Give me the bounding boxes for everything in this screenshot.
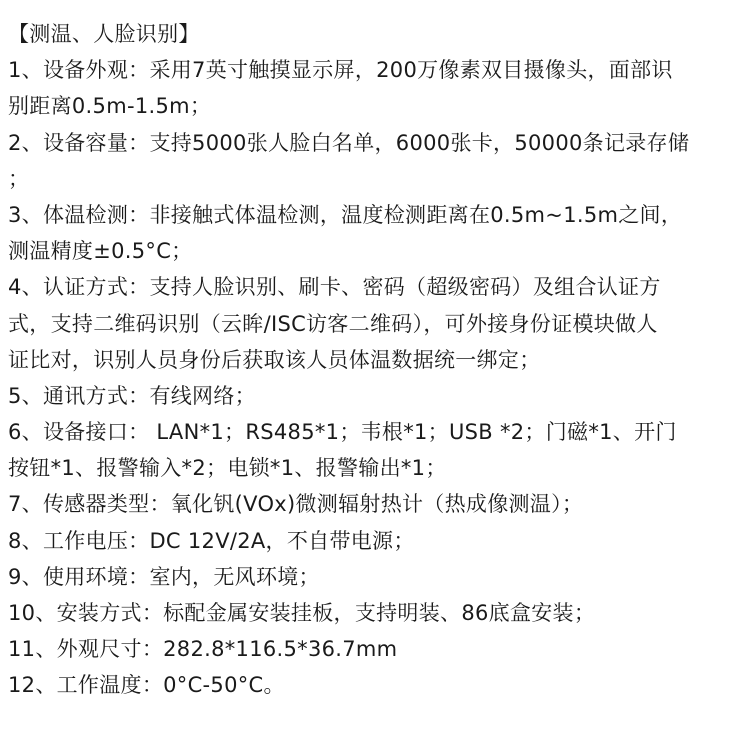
- spec-line-6a: 6、设备接口： LAN*1；RS485*1；韦根*1；USB *2；门磁*1、开门: [8, 420, 677, 445]
- spec-line-7: 7、传感器类型：氧化钒(VOx)微测辐射热计（热成像测温）；: [8, 492, 584, 517]
- spec-document: [8, 16, 742, 704]
- spec-line-3b: 测温精度±0.5°C；: [8, 239, 193, 264]
- spec-line-1b: 别距离0.5m-1.5m；: [8, 94, 212, 119]
- spec-line-1a: 1、设备外观：采用7英寸触摸显示屏，200万像素双目摄像头，面部识: [8, 58, 673, 83]
- spec-line-3a: 3、体温检测：非接触式体温检测，温度检测距离在0.5m~1.5m之间，: [8, 202, 683, 227]
- spec-line-4a: 4、认证方式：支持人脸识别、刷卡、密码（超级密码）及组合认证方: [8, 275, 661, 300]
- spec-line-6b: 按钮*1、报警输入*2；电锁*1、报警输出*1；: [8, 456, 447, 481]
- spec-line-11: 11、外观尺寸：282.8*116.5*36.7mm: [8, 637, 398, 662]
- spec-line-4c: 证比对，识别人员身份后获取该人员体温数据统一绑定；: [8, 347, 541, 372]
- spec-line-9: 9、使用环境：室内，无风环境；: [8, 564, 320, 589]
- spec-line-10: 10、安装方式：标配金属安装挂板，支持明装、86底盒安装；: [8, 601, 596, 625]
- spec-line-4b: 式，支持二维码识别（云眸/ISC访客二维码），可外接身份证模块做人: [8, 311, 658, 336]
- spec-line-12: 12、工作温度：0°C-50°C。: [8, 673, 285, 698]
- spec-line-2a: 2、设备容量：支持5000张人脸白名单，6000张卡，50000条记录存储: [8, 130, 690, 155]
- doc-title: 【测温、人脸识别】: [8, 22, 200, 46]
- spec-line-5: 5、通讯方式：有线网络；: [8, 383, 256, 408]
- spec-line-8: 8、工作电压：DC 12V/2A，不自带电源；: [8, 528, 415, 553]
- spec-line-2b: ；: [8, 166, 30, 191]
